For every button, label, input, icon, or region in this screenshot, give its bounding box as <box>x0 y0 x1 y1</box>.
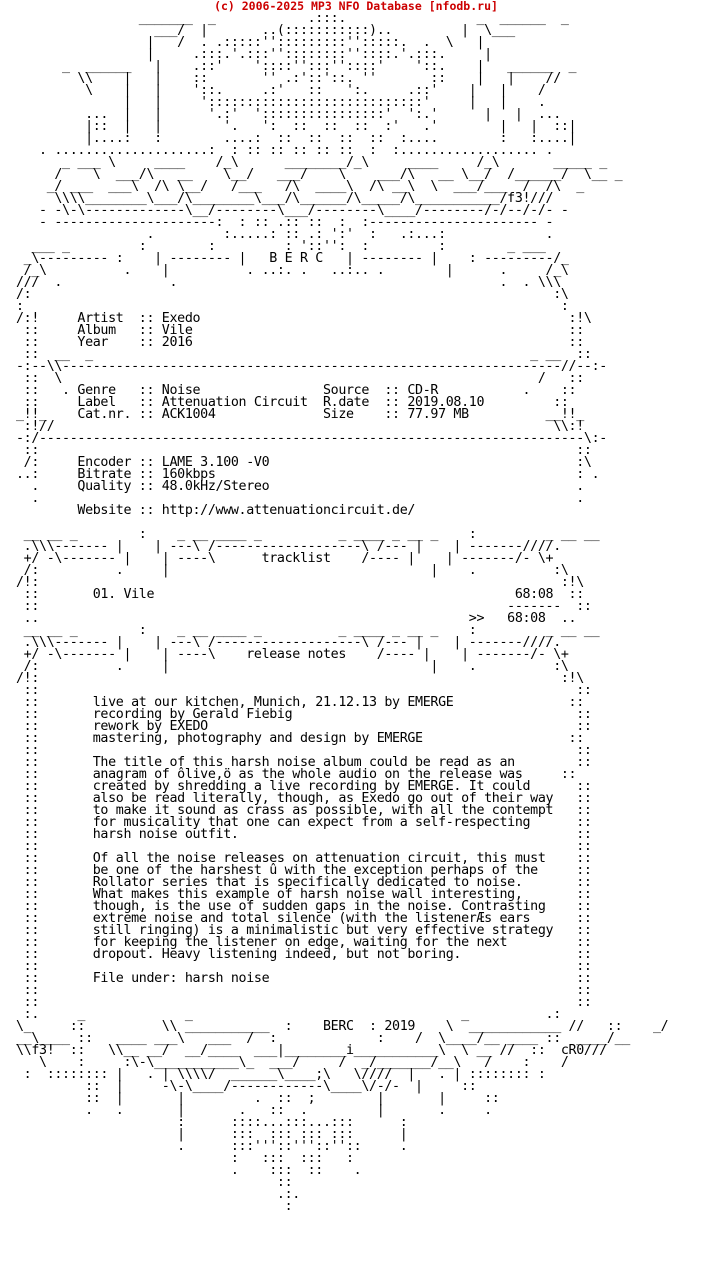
site-header: (c) 2006-2025 MP3 NFO Database [nfodb.ru] <box>214 0 498 13</box>
nfo-text: _______ _ .:::. _ ______ _ ___/ | ..(:::::::::::).. | \___ | / . .:::::'':::::::::'':::::. . \ | | .:::.'.:::''::::::::''::::.'.:::. | _ ______ | .::' '::::'':::''::::' '::. | ______ _ \\ | | :: '' .:'::'::. '' :: | | // \ | | '::. .:' :: ':. .::' | | / | | '::::::::::::::::::::::::::::' | | . ... | | '.:' '::::::::::::::::' ':.' | | ... |:: | | '. ': :: :: :: :' .' | | ::| |....: : ....: :: :: :: :: :.... : :....| . ....................: : :: :: :: :: :: : :.................. . _ ___ \ ____ /_\ ________/_\ ____ /_\ _____ _ / \ ___/\ __ \__/ ___/ \ ___/\ __ \__/ /______/ \__ _ _/ ___ ___\ /\ \__/ /___ /\ ____\ /\ __\ \ ___/___ / /\ _ \\\\________\___/\________\___/\______/\_____/\___________/f3!/// - -\-\-------------\__/--------\___/--------\____/--------/-/--/-/- - - ---------------------: : :: .:: :: : :---------------------- - . :.....: :: .: ':' : .:...: . ___ _ : : : '::'': : : _ ___ _\--------- : | -------- | B E R C | -------- | : ---------/_ /_\ . | . ..:. . ..:.. . | . /_\ /// . . . . \\\ /: :\ : : /:! Artist :: Exedo :!\ :: Album :: Vile :: :: Year :: 2016 :: :: __ _ _ __ :: -:--\\-----------------------------------------------------------------//--:- :: \ / :: :: . Genre :: Noise Source :: CD-R . :: :: Label :: Attenuation Circuit R.date :: 2019.08.10 :: _!!_ Cat.nr. :: ACK1004 Size :: 77.97 MB __!!_ :!// \\:! -:/-----------------------------------------------------------------------\:- :: :: /: Encoder :: LAME 3.100 -V0 :\ ..: Bitrate :: 160kbps : . . Quality :: 48.0kHz/Stereo . . . Website :: http://www.attenuationcircuit.de/ __ __ _ : _ __ ____ _ _ ____ _ __ _ : _ __ __ .\\\------- | | ---\ /-------------------\ /--- | | -------////. +/ -\------- | | ----\ tracklist /---- | | -------/- \+ /: . | | . :\ /!: :!\ :: 01. Vile 68:08 :: :: ------- :: .. >> 68:08 .. __ __ _ : _ __ ____ _ _ ____ _ __ _ : _ __ __ .\\\------- | | ---\ /-------------------\ /--- | | -------////. +/ -\------- | | ----\ release notes /---- | | -------/- \+ /: . | | . :\ /!: :!\ :: :: :: live at our kitchen, Munich, 21.12.13 by EMERGE :: :: recording by Gerald Fiebig :: :: rework by EXEDO :: :: mastering, photography and design by EMERGE :: :: :: :: The title of this harsh noise album could be read as an :: :: anagram of ôlive,ö as the whole audio on the release was :: :: created by shredding a live recording by EMERGE. It could :: :: also be read literally, though, as Exedo go out of their way :: :: to make it sound as crass as possible, with all the contempt :: :: for musicality that one can expect from a self-respecting :: :: harsh noise outfit. :: :: :: :: Of all the noise releases on attenuation circuit, this must :: :: be one of the harshest û with the exception perhaps of the :: :: Rollator series that is specifically dedicated to noise. :: :: What makes this example of harsh noise wall interesting, :: :: though, is the use of sudden gaps in the noise. Contrasting :: :: extreme noise and total silence (with the listenerÆs ears :: :: still ringing) is a minimalistic but very effective strategy :: :: for keeping the listener on edge, waiting for the next :: :: dropout. Heavy listening indeed, but not boring. :: :: :: :: File under: harsh noise :: :: :: :: :: :. _ _ _ .: \_ :: \\ ___________ : BERC : 2019 \ ____________ // :: _/ __\____ :: ____ ___\ ___ / : : / \____/__ ____ :: ____/__ \\f3! :: \\__ __/ __/____ ___|________i___________\ \ __ // :: cR0/// \ : :\-\___________\_ ___/ / _/_______/__\ / : / : :::::::: | . | \\\\/ ______\____;\ \//// | . | :::::::: : :: | -\-\____/------------\____\/-/- | :: :: | | . :: ; | | :: . . | . :: . | . . : ::::...:::...::: : | ::: ::: ::: ::: | . :::'''::'''::'':: . : ::: ::: : . ::: :: . :: .:. : <box>16 11 669 1214</box>
